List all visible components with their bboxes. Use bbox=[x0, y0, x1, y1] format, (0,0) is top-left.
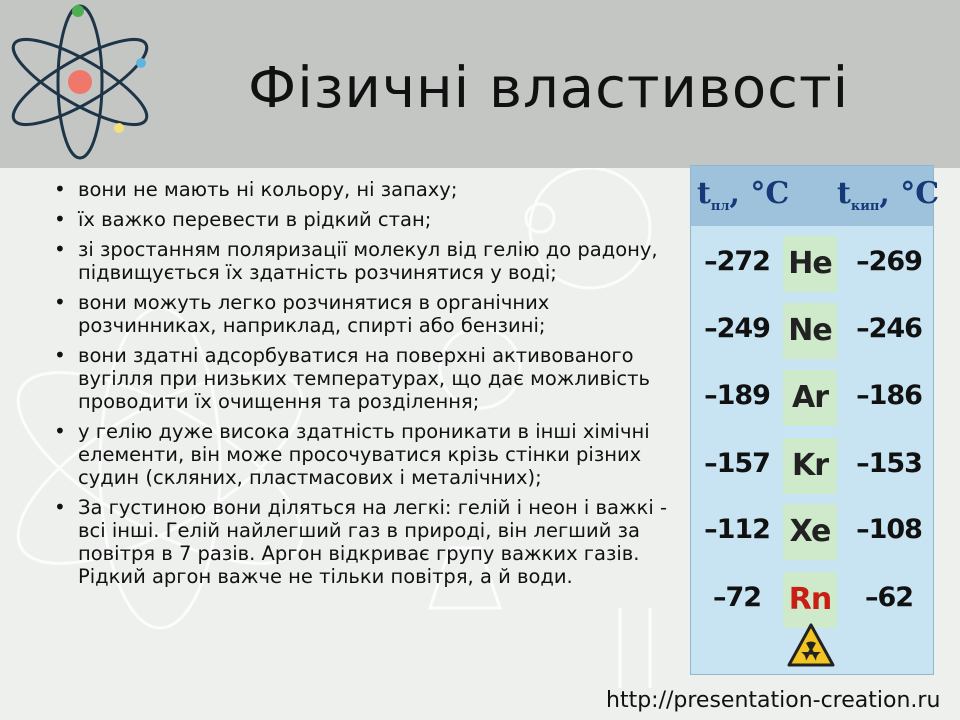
boiling-point-value: –246 bbox=[856, 313, 922, 344]
properties-list bbox=[50, 178, 680, 595]
element-symbol: Ne bbox=[783, 303, 837, 359]
element-symbol: He bbox=[783, 236, 837, 292]
list-item: • За густиною вони діляться на легкі: гелій і неон і важкі - всі інші. Гелій найлегший газ в природі, він легший за повітря в 7 разів. Аргон відкриває групу важких газів. Рідкий аргон важче не тільки повітря, а й води. bbox=[50, 496, 680, 588]
element-symbol: Ar bbox=[783, 370, 837, 426]
table-header bbox=[691, 166, 940, 226]
list-item: • вони можуть легко розчинятися в органічних розчинниках, наприклад, спирті або бензині; bbox=[50, 291, 680, 337]
table-row bbox=[691, 500, 933, 564]
element-symbol: Kr bbox=[783, 438, 837, 494]
list-item: • вони здатні адсорбуватися на поверхні активованого вугілля при низьких температурах, що дає можливість проводити їх очищення та розділення; bbox=[50, 344, 680, 413]
boiling-point-value: –62 bbox=[864, 582, 914, 613]
table-row bbox=[691, 299, 933, 363]
element-symbol: Rn bbox=[783, 572, 837, 628]
boiling-point-value: –153 bbox=[856, 448, 922, 479]
boiling-point-value: –269 bbox=[856, 246, 922, 277]
melting-point-value: –189 bbox=[704, 380, 770, 411]
melting-point-value: –272 bbox=[704, 246, 770, 277]
slide-header bbox=[0, 0, 960, 168]
list-item: • їх важко перевести в рідкий стан; bbox=[50, 208, 680, 231]
melting-point-value: –157 bbox=[704, 448, 770, 479]
table-row bbox=[691, 232, 933, 296]
melting-point-header: $t_{пл}$, °C bbox=[697, 176, 790, 214]
melting-point-value: –249 bbox=[704, 313, 770, 344]
boiling-point-header: $t_{кип}$, °C bbox=[837, 176, 940, 214]
slide-title: Фізичні властивості bbox=[248, 56, 850, 121]
list-item: • зі зростанням поляризації молекул від гелію до радону, підвищується їх здатність розчинятися у воді; bbox=[50, 238, 680, 284]
table-row bbox=[691, 434, 933, 498]
footer-url: http://presentation-creation.ru bbox=[606, 688, 941, 713]
noble-gases-temperature-table bbox=[690, 165, 940, 675]
list-item: • вони не мають ні кольору, ні запаху; bbox=[50, 178, 680, 201]
melting-point-value: –72 bbox=[712, 582, 762, 613]
list-item: • у гелію дуже висока здатність проникати в інші хімічні елементи, він може просочуватися крізь стінки різних судин (скляних, пластмасових і металічних); bbox=[50, 420, 680, 489]
table-row bbox=[691, 366, 933, 430]
atom-icon bbox=[8, 2, 156, 166]
radiation-hazard-icon bbox=[787, 623, 835, 667]
melting-point-value: –112 bbox=[704, 514, 770, 545]
boiling-point-value: –108 bbox=[856, 514, 922, 545]
boiling-point-value: –186 bbox=[856, 380, 922, 411]
element-symbol: Xe bbox=[783, 504, 837, 560]
